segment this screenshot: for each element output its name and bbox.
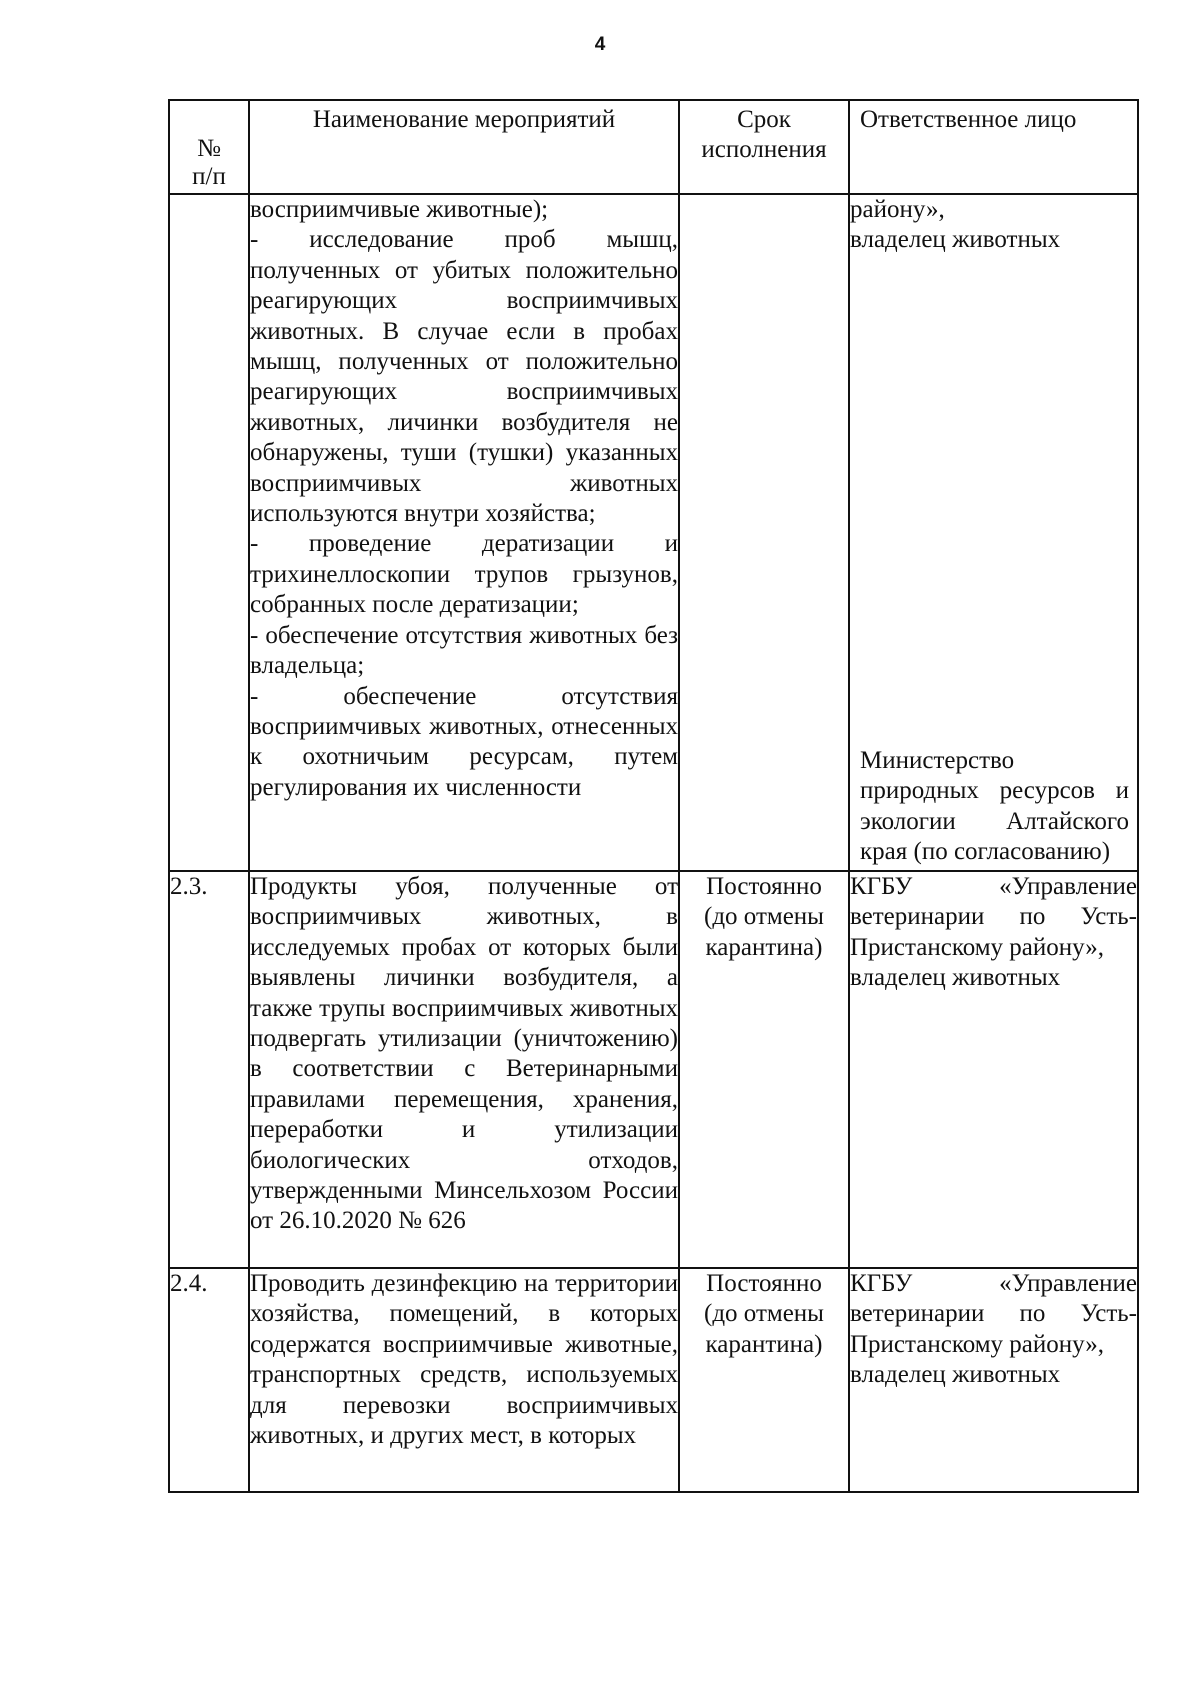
row-responsible-text (850, 195, 1137, 256)
page-number: 4 (594, 34, 606, 55)
text-line: Министерство природных ресурсов и экологии Алтайского края (по согласованию) (860, 747, 1129, 866)
row-responsible-text (850, 1269, 1137, 1391)
header-responsible: Ответственное лицо (849, 100, 1138, 194)
row-measure-text (250, 1269, 678, 1451)
text-line: Проводить дезинфекцию на территории хозяйства, помещений, в которых содержатся восприимчивые животные, транспортных средств, используемых для перевозки восприимчивых животных, и других мест, в которых (250, 1270, 678, 1450)
text-line: исполнения (701, 136, 827, 163)
text-line: КГБУ «Управление ветеринарии по Усть-Пристанскому району», (850, 1270, 1137, 1358)
row-measure-text (250, 872, 678, 1237)
text-line: владелец животных (850, 964, 1061, 992)
text-line: Срок (737, 106, 791, 133)
text-line: владелец животных (850, 226, 1061, 254)
text-line: Продукты убоя, полученные от восприимчивых животных, в исследуемых пробах от которых были выявлены личинки возбудителя, а также трупы восприимчивых животных подвергать утилизации (уничтожению) в соответствии с Ветеринарными правилами перемещения, хранения, переработки и утилизации биологических отходов, утвержденными Минсельхозом России от 26.10.2020 № 626 (250, 873, 678, 1235)
text-line: карантина) (705, 1330, 823, 1358)
row-number: 2.3. (169, 871, 249, 1268)
text-line: Постоянно (706, 873, 822, 900)
header-term-label (680, 105, 848, 165)
text-line: - проведение дератизации и трихинеллоскопии трупов грызунов, собранных после дератизации; (250, 530, 678, 619)
row-responsible-ministry (860, 746, 1129, 868)
row-number: 2.4. (169, 1268, 249, 1492)
text-line: владелец животных (850, 1361, 1061, 1389)
row-term-text (680, 1269, 848, 1360)
text-line: п/п (192, 163, 226, 190)
header-name: Наименование мероприятий (249, 100, 679, 194)
text-line: восприимчивые животные); (250, 196, 549, 223)
row-term (679, 1268, 849, 1492)
table-row (169, 871, 1138, 1268)
row-measure (249, 871, 679, 1268)
row-term (679, 871, 849, 1268)
row-responsible (849, 194, 1138, 871)
row-term-text (680, 872, 848, 963)
text-line: - обеспечение отсутствия животных без владельца; (250, 621, 678, 680)
row-number (169, 194, 249, 871)
header-term (679, 100, 849, 194)
text-line: (до отмены (704, 903, 824, 931)
text-line: - исследование проб мышц, полученных от убитых положительно реагирующих восприимчивых животных. В случае если в пробах мышц, полученных от положительно реагирующих восприимчивых животных, личинки возбудителя не обнаружены, туши (тушки) указанных восприимчивых животных используются внутри хозяйства; (250, 226, 678, 528)
row-responsible (849, 871, 1138, 1268)
row-responsible (849, 1268, 1138, 1492)
text-line: Постоянно (706, 1270, 822, 1297)
row-term (679, 194, 849, 871)
table-row (169, 1268, 1138, 1492)
text-line: КГБУ «Управление ветеринарии по Усть-Пристанскому району», (850, 873, 1137, 961)
row-measure (249, 194, 679, 871)
measures-table (168, 99, 1139, 1493)
table-row (169, 194, 1138, 871)
row-measure (249, 1268, 679, 1492)
text-line: карантина) (705, 933, 823, 961)
row-measure-text (250, 195, 678, 803)
text-line: - обеспечение отсутствия восприимчивых животных, отнесенных к охотничьим ресурсам, путем регулирования их численности (250, 682, 678, 801)
table-header-row (169, 100, 1138, 194)
header-number-label (170, 135, 248, 191)
text-line: (до отмены (704, 1300, 824, 1328)
text-line: № (197, 135, 221, 162)
row-responsible-text (850, 872, 1137, 994)
text-line: району», (850, 196, 945, 223)
header-number (169, 100, 249, 194)
